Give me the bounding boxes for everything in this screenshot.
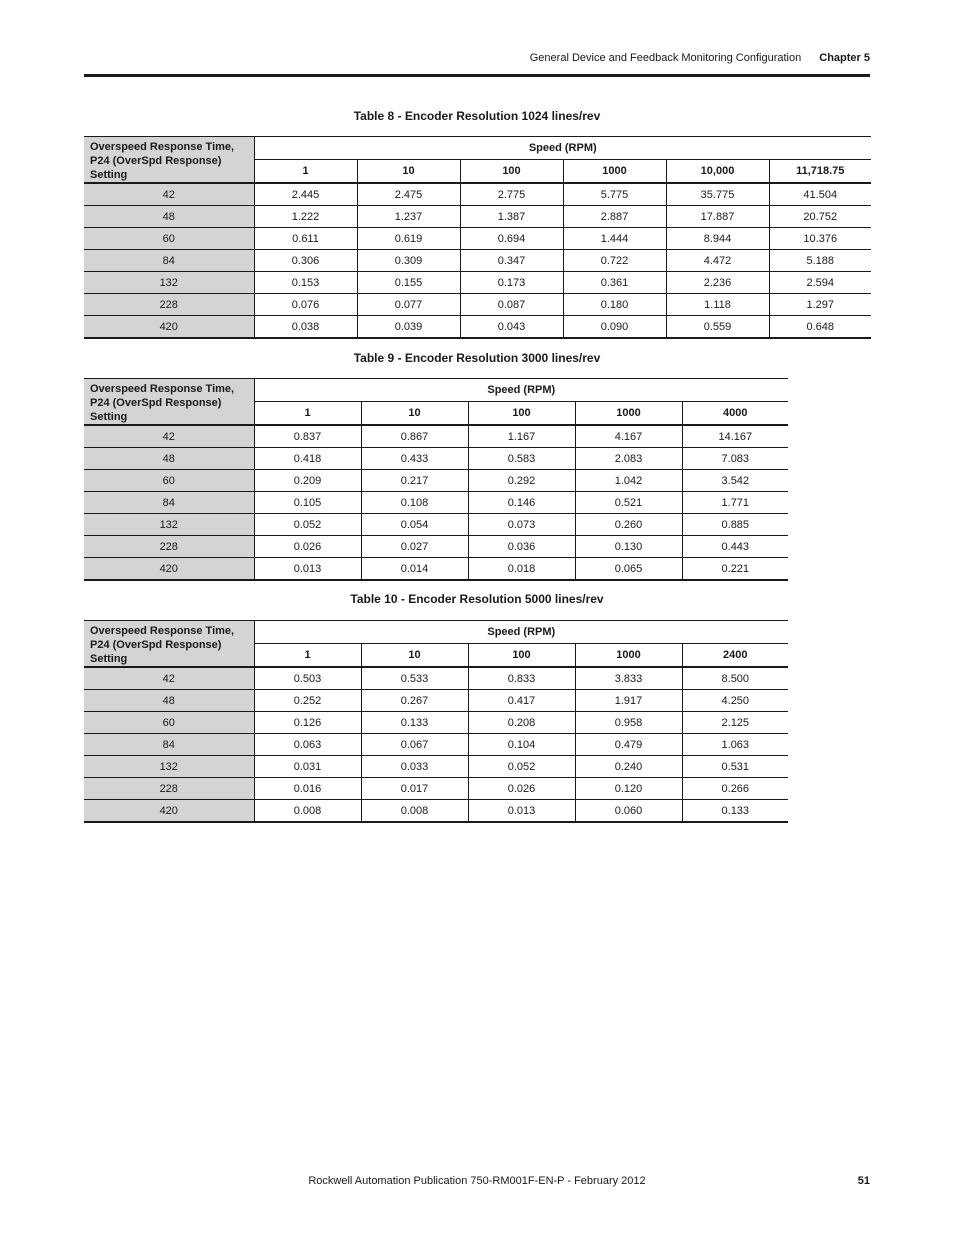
table-cell: 0.108: [361, 492, 468, 514]
table-cell: 0.052: [254, 514, 361, 536]
column-header: 1000: [575, 643, 682, 667]
table-row: [84, 250, 871, 272]
table-cell: 0.885: [682, 514, 788, 536]
table-cell: 0.026: [254, 536, 361, 558]
table-cell: 0.958: [575, 712, 682, 734]
page-number: 51: [857, 1175, 870, 1187]
table-cell: 0.417: [468, 690, 575, 712]
table-cell: 2.775: [460, 183, 563, 206]
column-header: 100: [460, 159, 563, 183]
table-row: [84, 778, 788, 800]
table-cell: 17.887: [666, 206, 769, 228]
column-header: 1000: [575, 401, 682, 425]
row-label: 60: [84, 470, 254, 492]
table-cell: 0.173: [460, 272, 563, 294]
row-label: 48: [84, 690, 254, 712]
table-cell: 1.444: [563, 228, 666, 250]
table-cell: 1.118: [666, 294, 769, 316]
table-cell: 0.361: [563, 272, 666, 294]
table-cell: 8.944: [666, 228, 769, 250]
table-cell: 0.837: [254, 425, 361, 448]
table-cell: 0.648: [769, 316, 871, 339]
table-wrapper: [84, 378, 788, 581]
table-cell: 1.063: [682, 734, 788, 756]
table-cell: 2.236: [666, 272, 769, 294]
row-label: 42: [84, 183, 254, 206]
data-table: [84, 136, 871, 339]
table-cell: 4.472: [666, 250, 769, 272]
table-cell: 2.475: [357, 183, 460, 206]
table-cell: 0.208: [468, 712, 575, 734]
table-cell: 0.260: [575, 514, 682, 536]
table-row: [84, 734, 788, 756]
table-cell: 0.418: [254, 448, 361, 470]
row-label: 132: [84, 272, 254, 294]
column-header: 1000: [563, 159, 666, 183]
row-header-label: Overspeed Response Time, P24 (OverSpd Response) Setting: [84, 621, 254, 668]
column-header: 10: [361, 643, 468, 667]
table-cell: 1.237: [357, 206, 460, 228]
row-label: 48: [84, 206, 254, 228]
table-cell: 0.433: [361, 448, 468, 470]
table-row: [84, 316, 871, 339]
column-group-label: Speed (RPM): [254, 621, 788, 644]
column-header: 11,718.75: [769, 159, 871, 183]
table-cell: 0.611: [254, 228, 357, 250]
table-cell: 0.054: [361, 514, 468, 536]
table-cell: 7.083: [682, 448, 788, 470]
column-header: 1: [254, 401, 361, 425]
table-cell: 0.008: [361, 800, 468, 823]
row-label: 132: [84, 514, 254, 536]
table-cell: 0.252: [254, 690, 361, 712]
table-wrapper: [84, 136, 871, 339]
table-row: [84, 690, 788, 712]
column-group-label: Speed (RPM): [254, 379, 788, 402]
table-cell: 14.167: [682, 425, 788, 448]
table-cell: 0.104: [468, 734, 575, 756]
table-cell: 0.013: [254, 558, 361, 581]
table-cell: 0.043: [460, 316, 563, 339]
table-cell: 0.133: [682, 800, 788, 823]
column-header: 100: [468, 643, 575, 667]
data-table: [84, 620, 788, 823]
table-cell: 0.155: [357, 272, 460, 294]
table-cell: 2.083: [575, 448, 682, 470]
column-header: 10: [357, 159, 460, 183]
table-cell: 0.306: [254, 250, 357, 272]
table-row: [84, 294, 871, 316]
table-cell: 1.771: [682, 492, 788, 514]
table-cell: 0.533: [361, 667, 468, 690]
section-title: General Device and Feedback Monitoring Configuration: [529, 52, 802, 64]
column-header: 4000: [682, 401, 788, 425]
table-cell: 0.038: [254, 316, 357, 339]
table-cell: 4.167: [575, 425, 682, 448]
table-cell: 3.833: [575, 667, 682, 690]
table-cell: 0.013: [468, 800, 575, 823]
table-cell: 0.130: [575, 536, 682, 558]
table-row: [84, 272, 871, 294]
table-row: [84, 558, 788, 581]
table-row: [84, 206, 871, 228]
row-label: 48: [84, 448, 254, 470]
table-cell: 2.125: [682, 712, 788, 734]
table-cell: 0.039: [357, 316, 460, 339]
row-label: 60: [84, 712, 254, 734]
table-cell: 1.917: [575, 690, 682, 712]
chapter-label: Chapter 5: [819, 52, 870, 64]
table-cell: 0.027: [361, 536, 468, 558]
table-cell: 20.752: [769, 206, 871, 228]
row-label: 84: [84, 734, 254, 756]
table-cell: 5.775: [563, 183, 666, 206]
table-row: [84, 448, 788, 470]
table-cell: 0.217: [361, 470, 468, 492]
page-footer: [84, 1175, 870, 1191]
table-cell: 1.167: [468, 425, 575, 448]
table-cell: 0.133: [361, 712, 468, 734]
table-cell: 0.583: [468, 448, 575, 470]
table-cell: 0.443: [682, 536, 788, 558]
row-label: 84: [84, 492, 254, 514]
row-label: 132: [84, 756, 254, 778]
row-header-label: Overspeed Response Time, P24 (OverSpd Response) Setting: [84, 137, 254, 184]
table-row: [84, 492, 788, 514]
data-table: [84, 378, 788, 581]
table-cell: 0.018: [468, 558, 575, 581]
table-cell: 0.065: [575, 558, 682, 581]
table-cell: 0.694: [460, 228, 563, 250]
table-cell: 0.521: [575, 492, 682, 514]
publication-info: Rockwell Automation Publication 750-RM001F-EN-P - February 2012: [308, 1175, 646, 1187]
table-cell: 0.073: [468, 514, 575, 536]
table-cell: 2.594: [769, 272, 871, 294]
table-cell: 0.722: [563, 250, 666, 272]
table-cell: 0.060: [575, 800, 682, 823]
table-row: [84, 228, 871, 250]
column-header: 1: [254, 643, 361, 667]
column-group-label: Speed (RPM): [254, 137, 871, 160]
table-cell: 4.250: [682, 690, 788, 712]
table-cell: 0.309: [357, 250, 460, 272]
column-header: 100: [468, 401, 575, 425]
row-label: 42: [84, 425, 254, 448]
table-cell: 0.031: [254, 756, 361, 778]
table-row: [84, 800, 788, 823]
table-cell: 0.347: [460, 250, 563, 272]
table-cell: 0.221: [682, 558, 788, 581]
table-cell: 0.052: [468, 756, 575, 778]
table-cell: 5.188: [769, 250, 871, 272]
table-cell: 0.153: [254, 272, 357, 294]
table-row: [84, 712, 788, 734]
table-cell: 0.503: [254, 667, 361, 690]
table-cell: 3.542: [682, 470, 788, 492]
row-label: 228: [84, 294, 254, 316]
table-cell: 0.077: [357, 294, 460, 316]
table-cell: 0.105: [254, 492, 361, 514]
table-title: Table 10 - Encoder Resolution 5000 lines/rev: [350, 592, 604, 606]
table-cell: 0.180: [563, 294, 666, 316]
table-cell: 0.619: [357, 228, 460, 250]
row-label: 420: [84, 558, 254, 581]
table-row: [84, 756, 788, 778]
table-cell: 1.387: [460, 206, 563, 228]
table-cell: 0.076: [254, 294, 357, 316]
table-cell: 0.016: [254, 778, 361, 800]
table-cell: 10.376: [769, 228, 871, 250]
table-title: Table 8 - Encoder Resolution 1024 lines/rev: [353, 109, 601, 123]
column-header: 2400: [682, 643, 788, 667]
table-row: [84, 536, 788, 558]
table-row: [84, 667, 788, 690]
table-cell: 0.087: [460, 294, 563, 316]
row-label: 420: [84, 316, 254, 339]
table-cell: 0.033: [361, 756, 468, 778]
table-cell: 0.090: [563, 316, 666, 339]
table-cell: 0.266: [682, 778, 788, 800]
table-cell: 0.267: [361, 690, 468, 712]
table-row: [84, 470, 788, 492]
column-header: 1: [254, 159, 357, 183]
table-cell: 0.209: [254, 470, 361, 492]
table-row: [84, 514, 788, 536]
table-cell: 0.017: [361, 778, 468, 800]
column-header: 10,000: [666, 159, 769, 183]
table-row: [84, 425, 788, 448]
table-cell: 0.292: [468, 470, 575, 492]
table-cell: 8.500: [682, 667, 788, 690]
table-cell: 0.036: [468, 536, 575, 558]
table-cell: 0.833: [468, 667, 575, 690]
table-cell: 0.026: [468, 778, 575, 800]
table-cell: 0.867: [361, 425, 468, 448]
table-cell: 41.504: [769, 183, 871, 206]
table-title: Table 9 - Encoder Resolution 3000 lines/rev: [353, 351, 601, 365]
row-label: 228: [84, 536, 254, 558]
table-cell: 0.531: [682, 756, 788, 778]
table-cell: 35.775: [666, 183, 769, 206]
table-cell: 0.014: [361, 558, 468, 581]
row-label: 420: [84, 800, 254, 823]
table-cell: 0.126: [254, 712, 361, 734]
header-rule: [84, 74, 870, 77]
row-header-label: Overspeed Response Time, P24 (OverSpd Response) Setting: [84, 379, 254, 426]
table-cell: 2.887: [563, 206, 666, 228]
table-cell: 1.222: [254, 206, 357, 228]
column-header: 10: [361, 401, 468, 425]
table-cell: 0.008: [254, 800, 361, 823]
row-label: 84: [84, 250, 254, 272]
table-cell: 0.479: [575, 734, 682, 756]
page-header: [84, 52, 870, 70]
row-label: 60: [84, 228, 254, 250]
table-cell: 0.240: [575, 756, 682, 778]
table-cell: 0.063: [254, 734, 361, 756]
table-cell: 1.042: [575, 470, 682, 492]
row-label: 228: [84, 778, 254, 800]
table-cell: 0.120: [575, 778, 682, 800]
row-label: 42: [84, 667, 254, 690]
table-row: [84, 183, 871, 206]
table-cell: 2.445: [254, 183, 357, 206]
table-cell: 0.067: [361, 734, 468, 756]
table-cell: 1.297: [769, 294, 871, 316]
table-cell: 0.559: [666, 316, 769, 339]
table-cell: 0.146: [468, 492, 575, 514]
table-wrapper: [84, 620, 788, 823]
